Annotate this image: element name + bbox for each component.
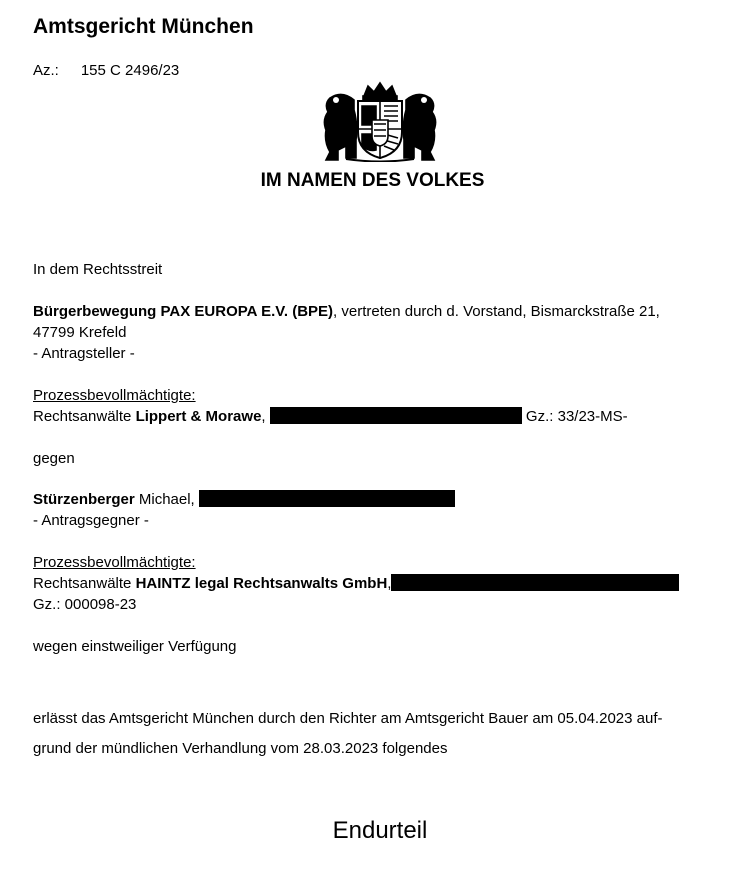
case-reference-label: Az.: [33, 62, 59, 79]
applicant-role: - Antragsteller - [33, 345, 135, 362]
case-reference [33, 62, 179, 79]
intro-text: In dem Rechtsstreit [33, 261, 163, 278]
versus-text: gegen [33, 450, 75, 467]
applicant-counsel-firm: Lippert & Morawe [135, 408, 262, 425]
decree-line-2: grund der mündlichen Verhandlung vom 28.03.2023 folgendes [33, 740, 448, 757]
court-name: Amtsgericht München [33, 15, 254, 38]
decree-line-1: erlässt das Amtsgericht München durch den Richter am Amtsgericht Bauer am 05.04.2023 auf- [33, 710, 663, 727]
redaction-bar [199, 490, 455, 507]
judgment-title: Endurteil [332, 817, 428, 844]
respondent-counsel-reference: Gz.: 000098-23 [33, 596, 137, 613]
respondent-counsel-firm: HAINTZ legal Rechtsanwalts GmbH [135, 575, 388, 592]
applicant-name: Bürgerbewegung PAX EUROPA E.V. (BPE) [33, 303, 334, 320]
applicant-counsel-prefix: Rechtsanwälte [33, 408, 136, 425]
respondent-counsel-comma: , [387, 575, 392, 592]
subject-text: wegen einstweiliger Verfügung [33, 638, 237, 655]
respondent-role: - Antragsgegner - [33, 512, 149, 529]
applicant-city: 47799 Krefeld [33, 324, 127, 341]
redaction-bar [270, 407, 522, 424]
respondent-firstname: Michael, [134, 491, 195, 508]
applicant-counsel-reference: Gz.: 33/23-MS- [521, 408, 628, 425]
applicant-counsel-label: Prozessbevollmächtigte: [33, 387, 196, 404]
case-number: 155 C 2496/23 [80, 62, 180, 79]
applicant-counsel-block [33, 385, 628, 427]
applicant-address: , vertreten durch d. Vorstand, Bismarckstraße 21, [333, 303, 660, 320]
bavarian-coat-of-arms-icon [316, 80, 444, 162]
redaction-bar [391, 574, 679, 591]
respondent-counsel-prefix: Rechtsanwälte [33, 575, 136, 592]
respondent-counsel-label: Prozessbevollmächtigte: [33, 554, 196, 571]
applicant-block [33, 301, 660, 364]
applicant-counsel-comma: , [261, 408, 266, 425]
respondent-block [33, 489, 455, 531]
page-heading: IM NAMEN DES VOLKES [260, 170, 485, 191]
respondent-surname: Stürzenberger [33, 491, 135, 508]
respondent-counsel-block [33, 552, 679, 615]
